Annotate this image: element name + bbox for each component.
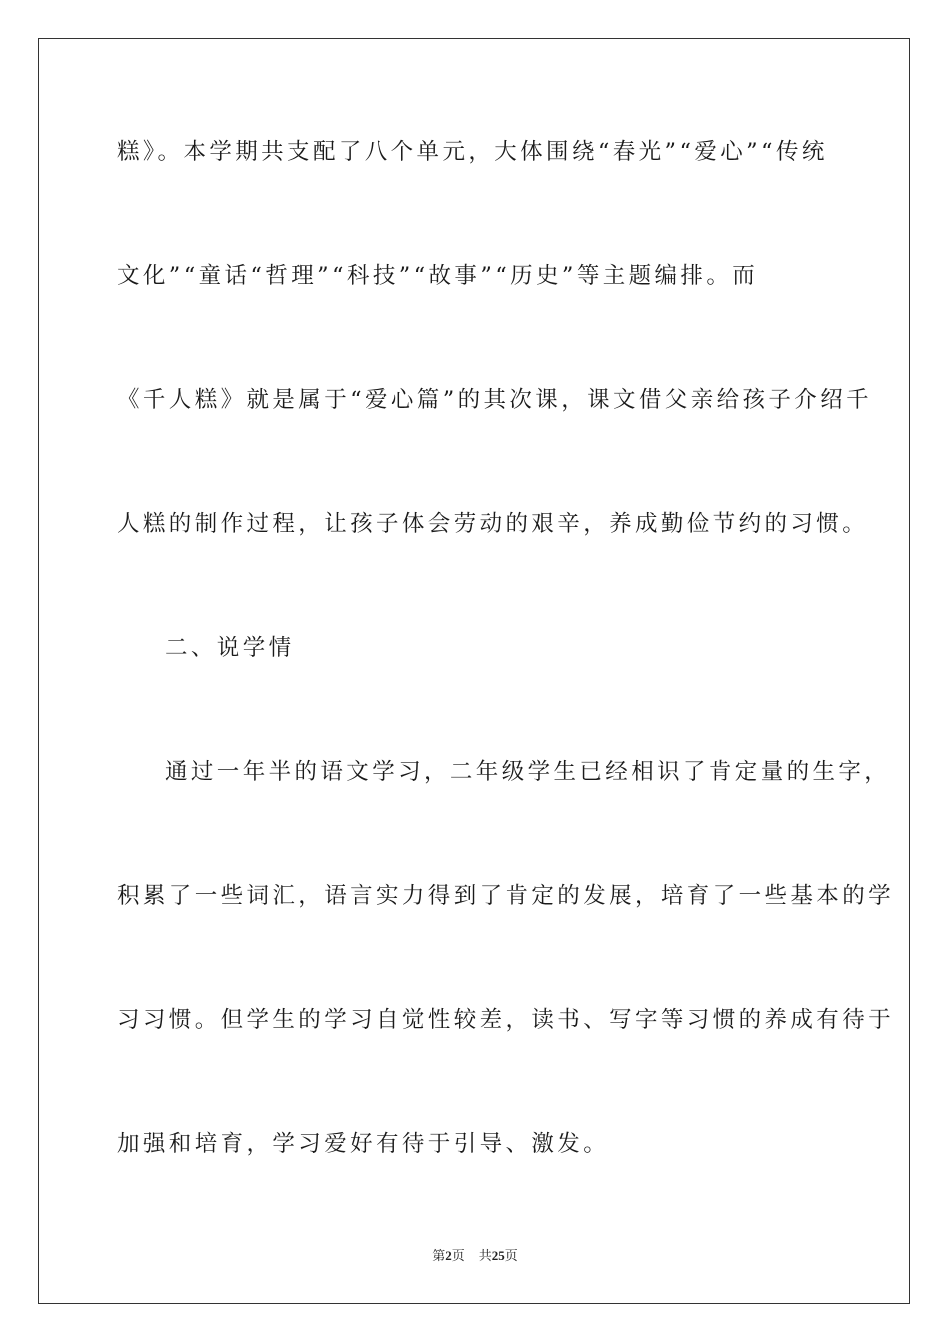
total-prefix: 共 <box>478 1249 492 1264</box>
body-text-line: 积累了一些词汇，语言实力得到了肯定的发展，培育了一些基本的学 <box>117 883 895 909</box>
page-border <box>38 38 910 1304</box>
body-text-line: 文化”“童话“哲理”“科技”“故事”“历史”等主题编排。而 <box>117 263 759 289</box>
body-text-line: 加强和培育，学习爱好有待于引导、激发。 <box>117 1131 610 1157</box>
body-text-line: 通过一年半的语文学习，二年级学生已经相识了肯定量的生字， <box>165 759 891 785</box>
total-suffix: 页 <box>504 1249 518 1264</box>
total-pages: 25 <box>491 1248 505 1263</box>
body-text-line: 习习惯。但学生的学习自觉性较差，读书、写字等习惯的养成有待于 <box>117 1007 895 1033</box>
page-prefix: 第 <box>432 1249 446 1264</box>
section-heading: 二、说学情 <box>165 635 295 661</box>
page-suffix: 页 <box>451 1249 465 1264</box>
page-footer <box>0 1247 950 1266</box>
body-text-line: 人糕的制作过程，让孩子体会劳动的艰辛，养成勤俭节约的习惯。 <box>117 511 869 537</box>
body-text-line: 《千人糕》就是属于“爱心篇”的其次课，课文借父亲给孩子介绍千 <box>117 387 873 413</box>
page-number: 2 <box>445 1248 452 1263</box>
body-text-line: 糕》。本学期共支配了八个单元，大体围绕“春光”“爱心”“传统 <box>117 139 828 165</box>
